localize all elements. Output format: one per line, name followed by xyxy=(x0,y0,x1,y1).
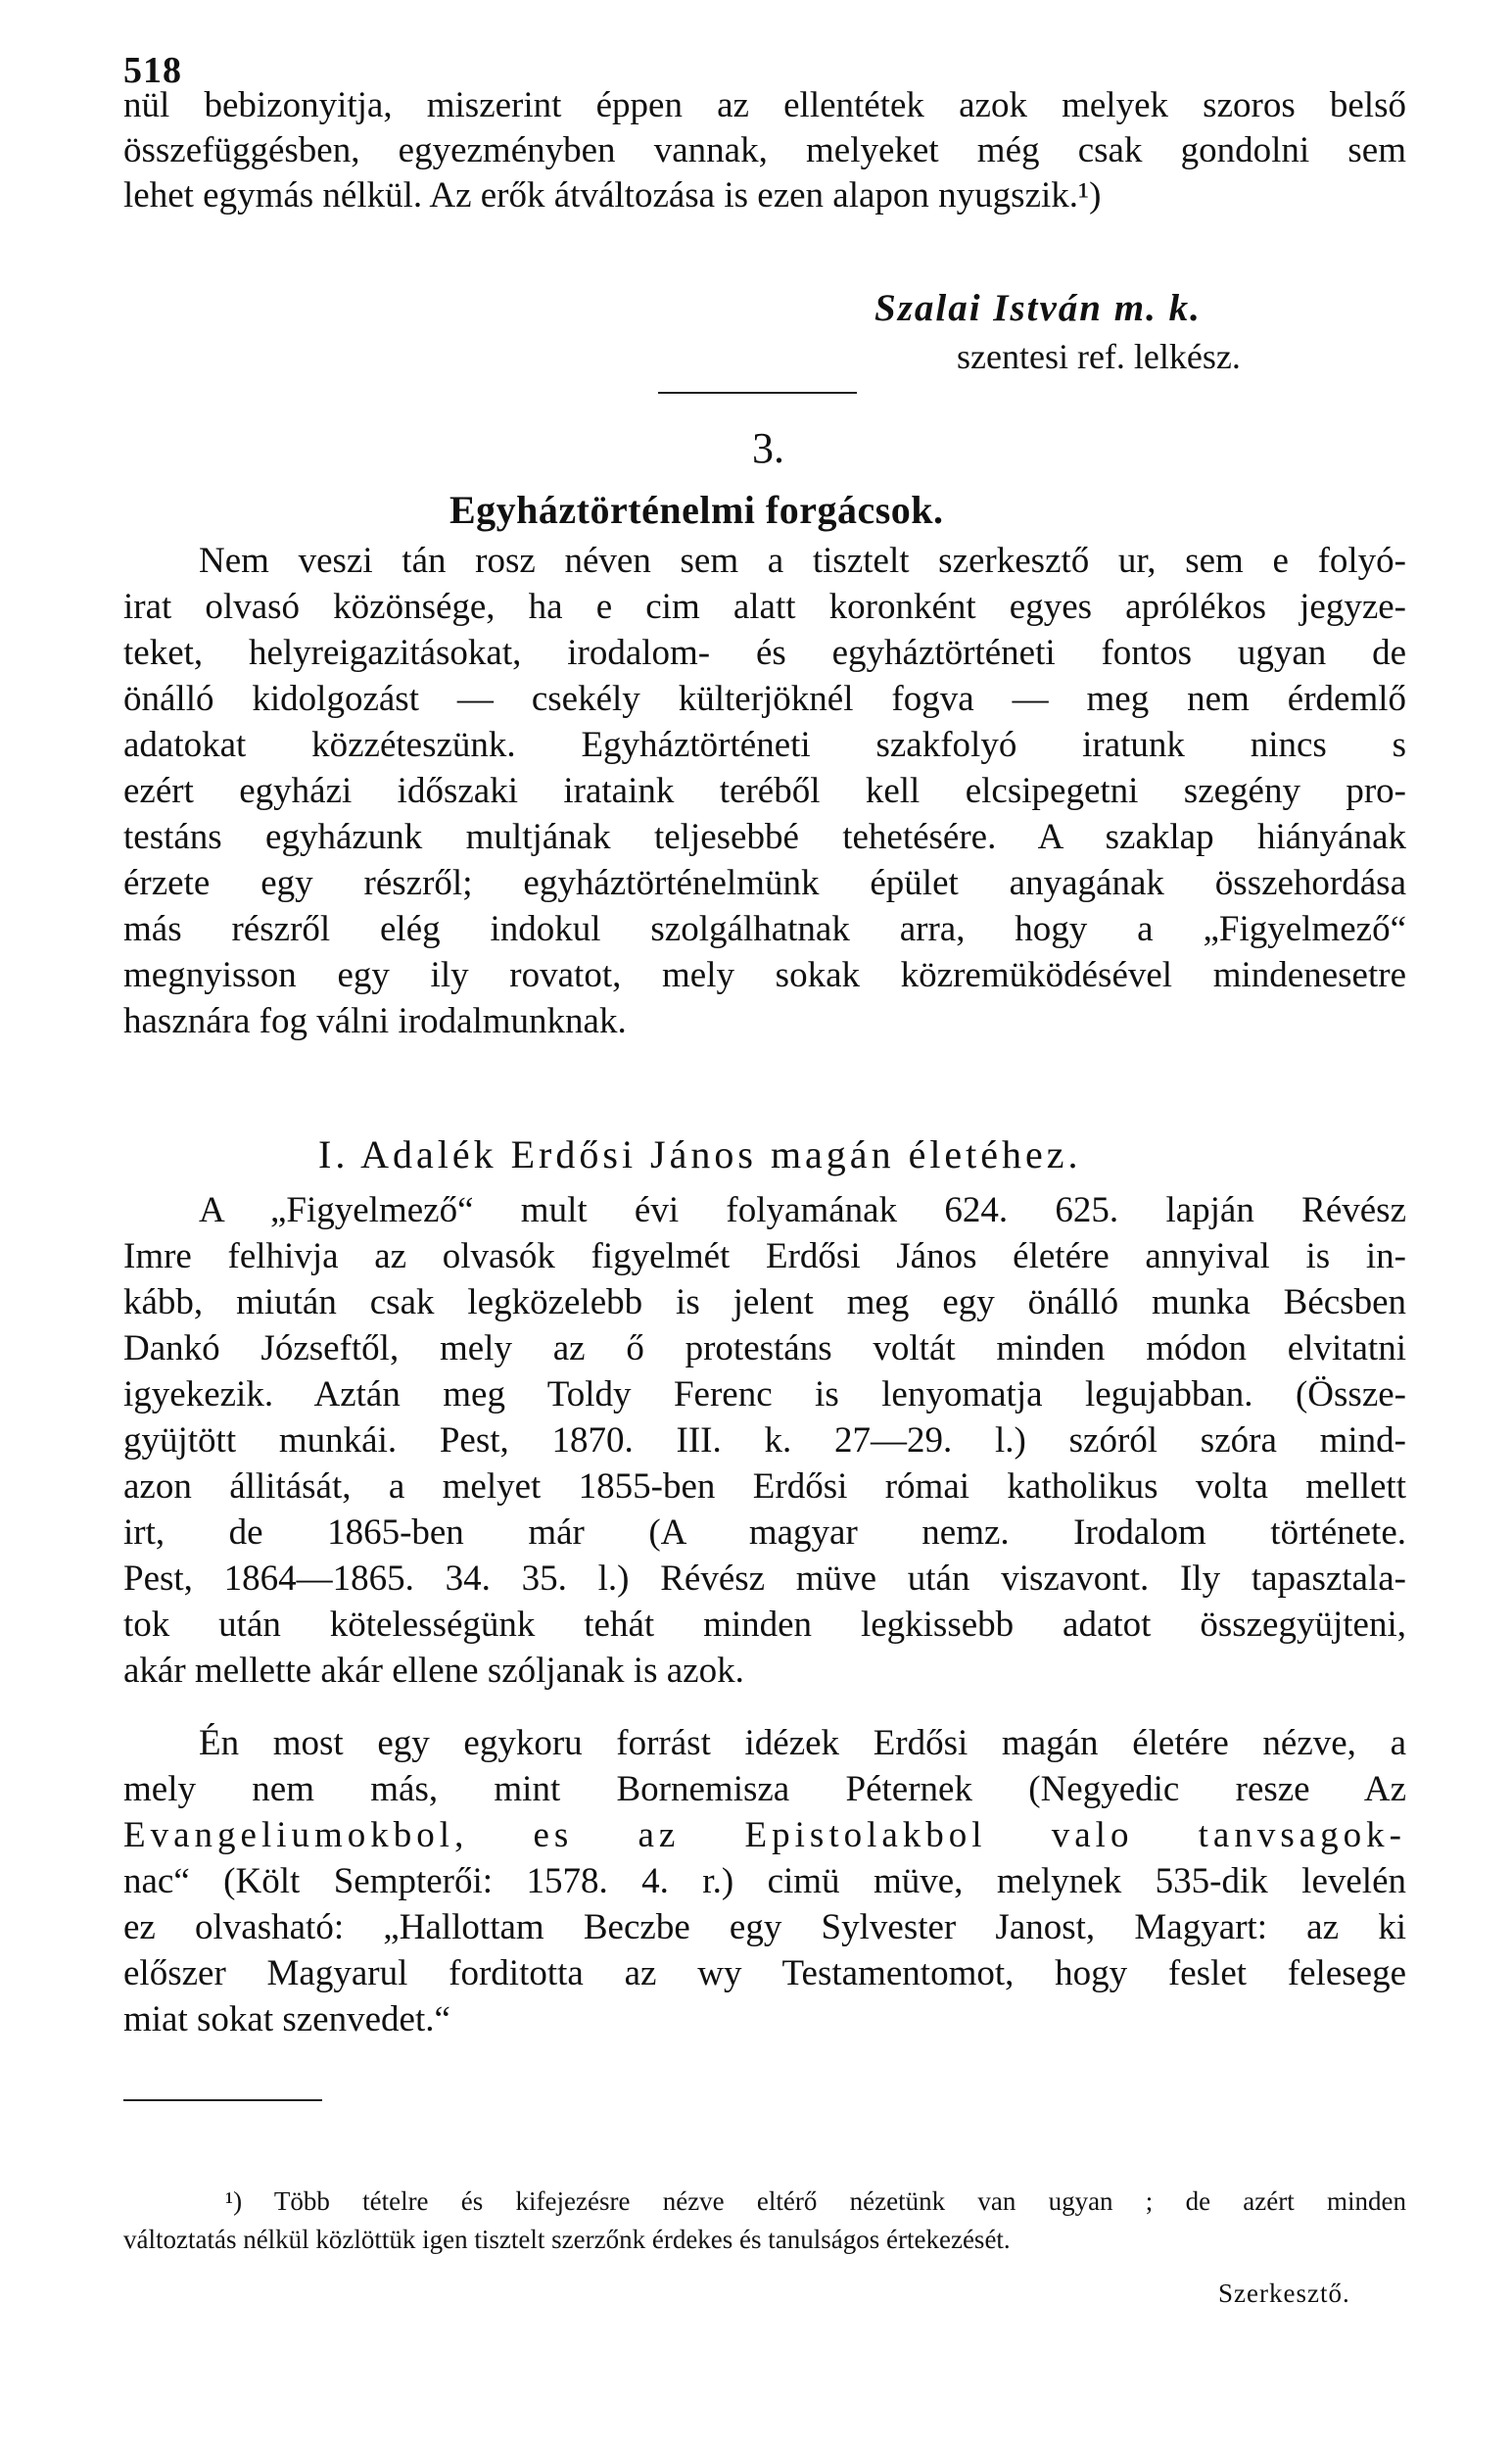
paragraph-line: megnyisson egy ily rovatot, mely sokak közremüködésével mindenesetre xyxy=(123,955,1406,995)
footnote-line: változtatás nélkül közlöttük igen tisztelt szerzőnk érdekes és tanulságos értekezését. xyxy=(123,2225,1011,2254)
paragraph-line: Én most egy egykoru forrást idézek Erdősi magán életére nézve, a xyxy=(199,1723,1406,1763)
paragraph-line: hasznára fog válni irodalmunknak. xyxy=(123,1001,627,1041)
paragraph-line: teket, helyreigazitásokat, irodalom- és egyháztörténeti fontos ugyan de xyxy=(123,633,1406,673)
paragraph-line: érzete egy részről; egyháztörténelmünk épület anyagának összehordása xyxy=(123,863,1406,903)
section-divider xyxy=(658,392,857,394)
paragraph-line: miat sokat szenvedet.“ xyxy=(123,1999,450,2039)
page-number: 518 xyxy=(123,50,182,91)
sub-heading: I. Adalék Erdősi János magán életéhez. xyxy=(318,1132,1082,1176)
paragraph-line: gyüjtött munkái. Pest, 1870. III. k. 27—29. l.) szóról szóra mind- xyxy=(123,1420,1406,1461)
paragraph-line: más részről elég indokul szolgálhatnak arra, hogy a „Figyelmező“ xyxy=(123,909,1406,949)
footnote-signature: Szerkesztő. xyxy=(1218,2278,1350,2308)
author-signature: Szalai István m. k. xyxy=(874,287,1202,329)
paragraph-line: előszer Magyarul forditotta az wy Testamentomot, hogy feslet felesege xyxy=(123,1953,1406,1993)
section-number: 3. xyxy=(752,424,784,472)
paragraph-line: önálló kidolgozást — csekély külterjöknél fogva — meg nem érdemlő xyxy=(123,679,1406,719)
paragraph-line: tok után kötelességünk tehát minden legkissebb adatot összegyüjteni, xyxy=(123,1605,1406,1645)
paragraph-line: mely nem más, mint Bornemisza Péternek (Negyedic resze Az xyxy=(123,1769,1406,1809)
intro-line: nül bebizonyitja, miszerint éppen az ellentétek azok melyek szoros belső xyxy=(123,85,1406,125)
paragraph-line: nac“ (Költ Sempterői: 1578. 4. r.) cimü müve, melynek 535-dik levelén xyxy=(123,1861,1406,1901)
paragraph-line: ez olvasható: „Hallottam Beczbe egy Sylvester Janost, Magyart: az ki xyxy=(123,1907,1406,1947)
paragraph-line: adatokat közzéteszünk. Egyháztörténeti szakfolyó iratunk nincs s xyxy=(123,725,1406,765)
section-title: Egyháztörténelmi forgácsok. xyxy=(449,488,944,532)
footnote-line: ¹) Több tételre és kifejezésre nézve eltérő nézetünk van ugyan ; de azért minden xyxy=(225,2186,1406,2216)
paragraph-line: igyekezik. Aztán meg Toldy Ferenc is lenyomatja legujabban. (Össze- xyxy=(123,1374,1406,1415)
paragraph-line: irt, de 1865-ben már (A magyar nemz. Irodalom története. xyxy=(123,1512,1406,1553)
paragraph-line: Imre felhivja az olvasók figyelmét Erdősi János életére annyival is in- xyxy=(123,1236,1406,1276)
paragraph-line: akár mellette akár ellene szóljanak is azok. xyxy=(123,1651,744,1691)
paragraph-line: Evangeliumokbol, es az Epistolakbol valo tanvsagok- xyxy=(123,1815,1406,1855)
paragraph-line: Dankó Józseftől, mely az ő protestáns voltát minden módon elvitatni xyxy=(123,1328,1406,1368)
paragraph-line: kább, miután csak legközelebb is jelent meg egy önálló munka Bécsben xyxy=(123,1282,1406,1322)
intro-line: lehet egymás nélkül. Az erők átváltozása is ezen alapon nyugszik.¹) xyxy=(123,175,1102,216)
paragraph-line: testáns egyházunk multjának teljesebbé tehetésére. A szaklap hiányának xyxy=(123,817,1406,857)
footnote-divider xyxy=(123,2099,322,2101)
intro-line: összefüggésben, egyezményben vannak, melyeket még csak gondolni sem xyxy=(123,130,1406,170)
paragraph-line: irat olvasó közönsége, ha e cim alatt koronként egyes aprólékos jegyze- xyxy=(123,587,1406,627)
paragraph-line: A „Figyelmező“ mult évi folyamának 624. 625. lapján Révész xyxy=(199,1190,1406,1230)
paragraph-line: Nem veszi tán rosz néven sem a tisztelt szerkesztő ur, sem e folyó- xyxy=(199,541,1406,581)
author-role: szentesi ref. lelkész. xyxy=(957,337,1241,376)
paragraph-line: azon állitását, a melyet 1855-ben Erdősi római katholikus volta mellett xyxy=(123,1466,1406,1507)
paragraph-line: Pest, 1864—1865. 34. 35. l.) Révész müve után viszavont. Ily tapasztala- xyxy=(123,1559,1406,1599)
paragraph-line: ezért egyházi időszaki irataink teréből kell elcsipegetni szegény pro- xyxy=(123,771,1406,811)
